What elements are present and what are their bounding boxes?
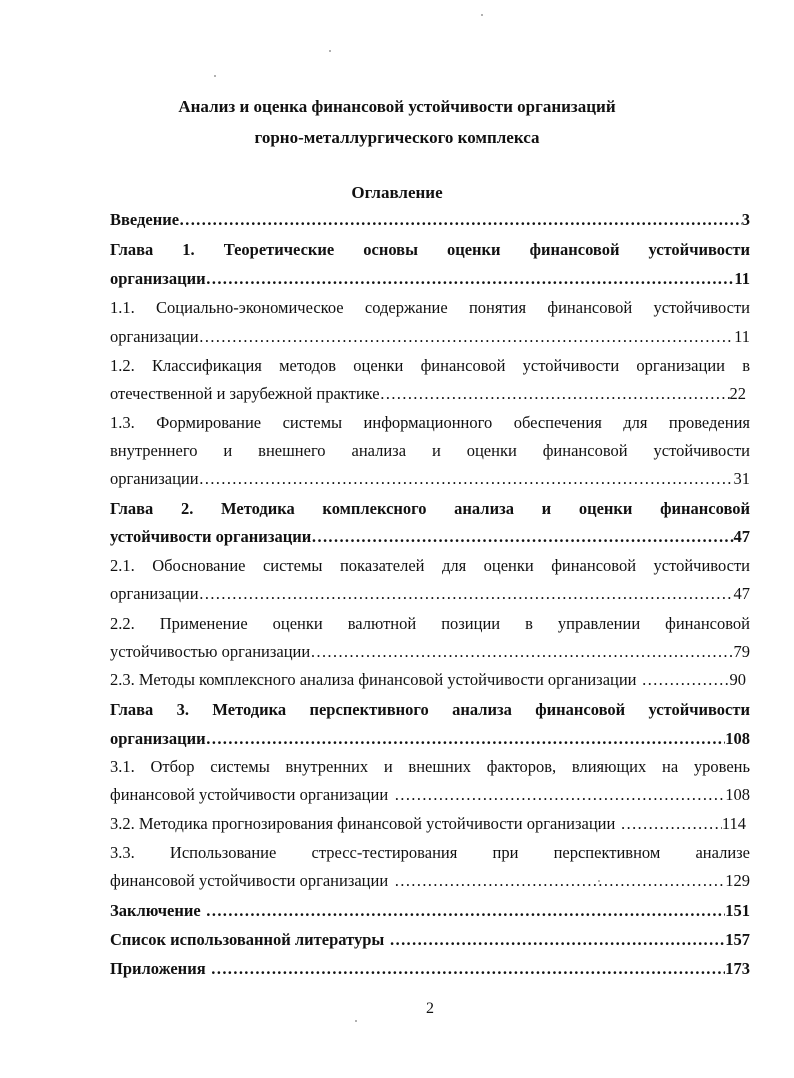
toc-entry-title: финансовой устойчивости организации (110, 871, 389, 890)
toc-section-2-2-line1[interactable]: 2.2. Применение оценки валютной позиции в управлении финансовой (110, 614, 750, 633)
toc-entry-title: отечественной и зарубежной практике (110, 384, 380, 403)
toc-entry-title: финансовой устойчивости организации (110, 785, 389, 804)
toc-leader-dots (199, 324, 735, 350)
toc-page-number: 90 (729, 670, 746, 689)
toc-section-1-2-line1[interactable]: 1.2. Классификация методов оценки финансовой устойчивости организации в (110, 356, 750, 375)
toc-entry-title: устойчивости организации (110, 527, 312, 546)
toc-entry-title: Заключение (110, 901, 201, 920)
toc-entry-references[interactable] (110, 927, 750, 953)
toc-entry-section-2-2[interactable] (110, 639, 750, 665)
toc-entry-title: 2.3. Методы комплексного анализа финансовой устойчивости организации (110, 670, 637, 689)
toc-section-1-1-line1[interactable]: 1.1. Социально-экономическое содержание понятия финансовой устойчивости (110, 298, 750, 317)
toc-entry-section-1-1[interactable] (110, 324, 750, 350)
toc-page-number: 108 (725, 729, 750, 748)
toc-leader-dots (615, 811, 722, 837)
document-title-line1: Анализ и оценка финансовой устойчивости организаций (178, 97, 616, 116)
toc-entry-section-2-1[interactable] (110, 581, 750, 607)
toc-page-number: 173 (725, 959, 750, 978)
toc-section-1-3-line1[interactable]: 1.3. Формирование системы информационного обеспечения для проведения (110, 413, 750, 432)
toc-leader-dots (179, 207, 742, 233)
toc-entry-section-1-3[interactable] (110, 466, 750, 492)
toc-leader-dots (388, 868, 725, 894)
toc-entry-title: организации (110, 584, 199, 603)
toc-entry-section-2-3[interactable] (110, 667, 746, 693)
toc-entry-title: 3.2. Методика прогнозирования финансовой устойчивости организации (110, 814, 616, 833)
toc-section-3-1-line1[interactable]: 3.1. Отбор системы внутренних и внешних факторов, влияющих на уровень (110, 757, 750, 776)
scan-speck (214, 75, 216, 77)
toc-page-number: 79 (733, 642, 750, 661)
toc-leader-dots (199, 581, 734, 607)
scan-speck (329, 50, 331, 52)
toc-page-number: 108 (725, 785, 750, 804)
toc-page-number: 3 (741, 210, 750, 229)
toc-page-number: 157 (725, 930, 750, 949)
toc-entry-title: Приложения (110, 959, 206, 978)
toc-entry-intro[interactable] (110, 207, 750, 233)
toc-page-number: 47 (733, 527, 750, 546)
toc-leader-dots (388, 782, 725, 808)
toc-page-number: 11 (734, 327, 750, 346)
toc-page-number: 31 (733, 469, 750, 488)
toc-entry-title: организации (110, 469, 199, 488)
scan-speck (481, 14, 483, 16)
toc-leader-dots (206, 726, 726, 752)
toc-leader-dots (311, 524, 733, 550)
toc-heading: Оглавление (351, 183, 443, 202)
document-title-line2: горно-металлургического комплекса (254, 128, 540, 147)
toc-leader-dots (206, 266, 735, 292)
toc-leader-dots (201, 898, 726, 924)
toc-entry-section-3-3[interactable] (110, 868, 750, 894)
toc-leader-dots (206, 956, 726, 982)
toc-leader-dots (199, 466, 734, 492)
toc-entry-title: Список использованной литературы (110, 930, 385, 949)
toc-entry-chapter1[interactable] (110, 266, 750, 292)
toc-chapter3-line1[interactable]: Глава 3. Методика перспективного анализа финансовой устойчивости (110, 700, 750, 719)
toc-entry-chapter2[interactable] (110, 524, 750, 550)
toc-page-number: 22 (729, 384, 746, 403)
toc-page-number: 129 (725, 871, 750, 890)
toc-entry-section-3-2[interactable] (110, 811, 746, 837)
toc-entry-section-1-2[interactable] (110, 381, 746, 407)
toc-page-number: 114 (721, 814, 746, 833)
toc-page-number: 151 (725, 901, 750, 920)
toc-entry-title: организации (110, 327, 199, 346)
toc-leader-dots (310, 639, 733, 665)
toc-entry-section-3-1[interactable] (110, 782, 750, 808)
toc-entry-conclusion[interactable] (110, 898, 750, 924)
toc-entry-title: организации (110, 269, 206, 288)
scan-speck (355, 1020, 357, 1022)
toc-entry-title: организации (110, 729, 206, 748)
toc-chapter1-line1[interactable]: Глава 1. Теоретические основы оценки финансовой устойчивости (110, 240, 750, 259)
page-number: 2 (426, 1000, 434, 1017)
toc-chapter2-line1[interactable]: Глава 2. Методика комплексного анализа и оценки финансовой (110, 499, 750, 518)
toc-section-3-3-line1[interactable]: 3.3. Использование стресс-тестирования при перспективном анализе (110, 843, 750, 862)
toc-section-2-1-line1[interactable]: 2.1. Обоснование системы показателей для оценки финансовой устойчивости (110, 556, 750, 575)
toc-section-1-3-line2[interactable]: внутреннего и внешнего анализа и оценки финансовой устойчивости (110, 441, 750, 460)
toc-page-number: 47 (733, 584, 750, 603)
toc-page-number: 11 (734, 269, 750, 288)
toc-entry-chapter3[interactable] (110, 726, 750, 752)
toc-leader-dots (637, 667, 730, 693)
toc-entry-title: Введение (110, 210, 180, 229)
toc-leader-dots (384, 927, 725, 953)
toc-entry-title: устойчивостью организации (110, 642, 311, 661)
toc-leader-dots (380, 381, 730, 407)
toc-entry-appendices[interactable] (110, 956, 750, 982)
